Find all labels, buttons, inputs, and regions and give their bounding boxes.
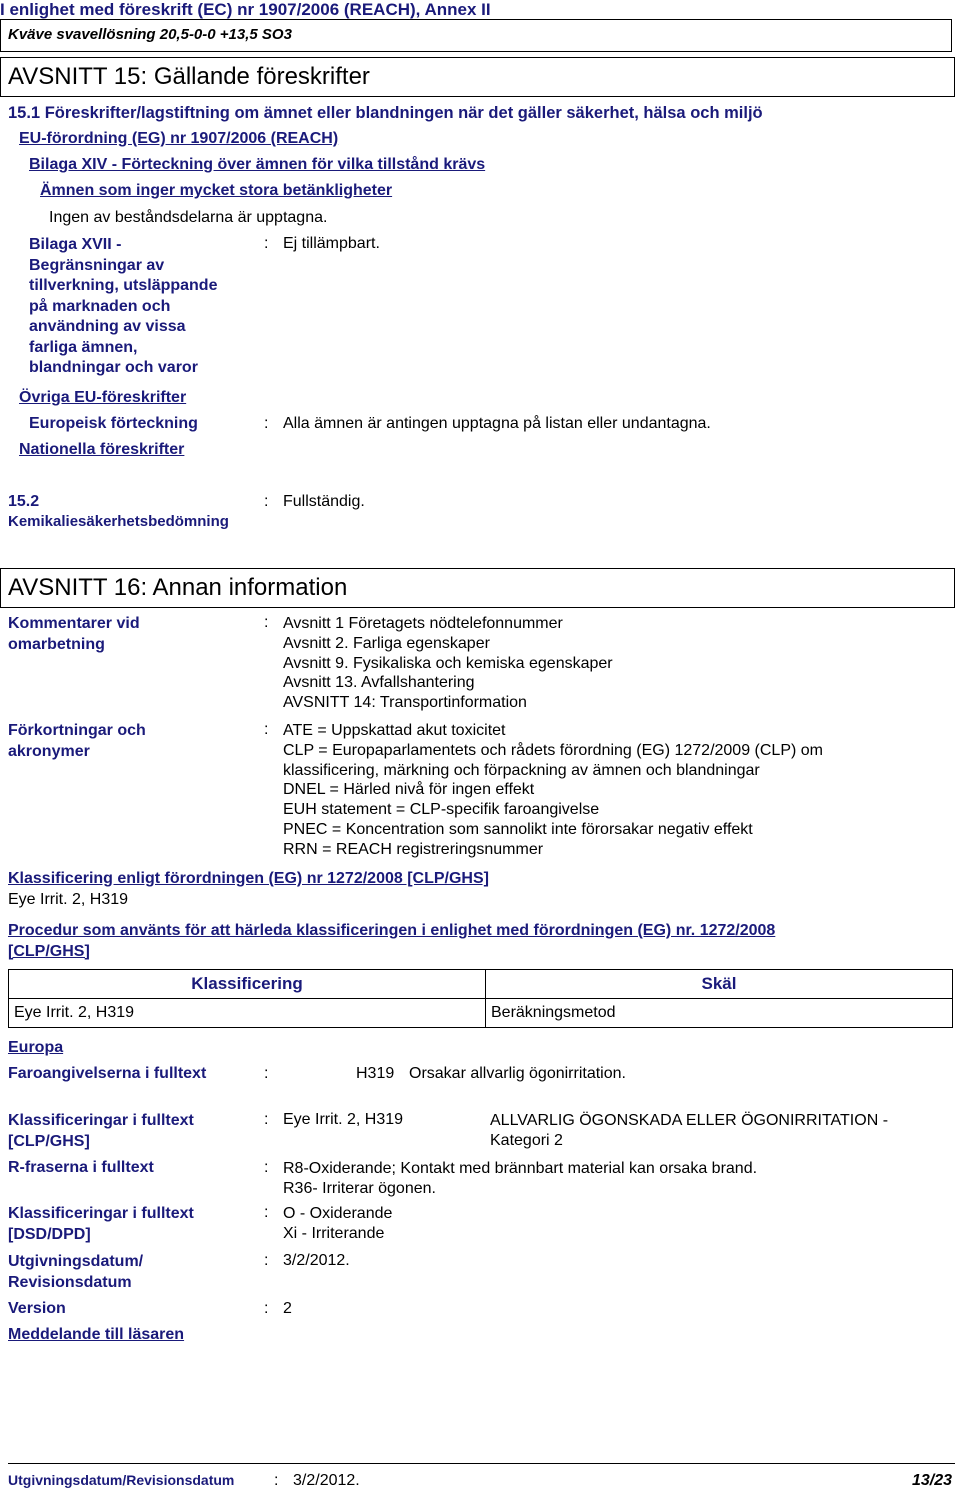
national-regulations-heading: Nationella föreskrifter: [19, 441, 185, 458]
separator-colon: :: [264, 721, 269, 738]
separator-colon: :: [264, 614, 269, 631]
label-line: Klassificeringar i fulltext: [8, 1205, 194, 1222]
r-phrases-label: R-fraserna i fulltext: [8, 1159, 154, 1176]
hazard-statement-code: H319: [356, 1065, 395, 1082]
annex-xvii-label-line: Bilaga XVII -: [29, 236, 122, 253]
table-row: [9, 999, 953, 1028]
product-name: Kväve svavellösning 20,5-0-0 +13,5 SO3: [8, 26, 292, 43]
version-value: 2: [283, 1300, 292, 1317]
notice-to-reader-heading: Meddelande till läsaren: [8, 1326, 185, 1343]
separator-colon: :: [264, 1159, 269, 1176]
procedure-heading: [8, 921, 775, 962]
dsd-classification-list: [283, 1204, 392, 1244]
section-16-title: AVSNITT 16: Annan information: [8, 574, 348, 601]
label-line: Revisionsdatum: [8, 1273, 132, 1291]
other-eu-regulations-heading: Övriga EU-föreskrifter: [19, 389, 187, 406]
annex-xvii-label-line: blandningar och varor: [29, 359, 198, 376]
separator-colon: :: [264, 1065, 269, 1082]
r-phrase: R8-Oxiderande; Kontakt med brännbart material kan orsaka brand.: [283, 1160, 758, 1177]
annex-xiv-heading: Bilaga XIV - Förteckning över ämnen för vilka tillstånd krävs: [29, 156, 486, 173]
abbreviation-item: ATE = Uppskattad akut toxicitet: [283, 722, 506, 739]
label-line: Klassificeringar i fulltext: [8, 1112, 194, 1129]
csa-number: 15.2: [8, 493, 40, 510]
column-header-classification: Klassificering: [9, 970, 486, 999]
separator-colon: :: [264, 1300, 269, 1317]
procedure-heading-line: [CLP/GHS]: [8, 942, 90, 960]
issue-date-value: 3/2/2012.: [283, 1252, 350, 1269]
dsd-value: O - Oxiderande: [283, 1205, 393, 1222]
separator-colon: :: [264, 1111, 269, 1128]
abbreviations-list: [283, 721, 823, 860]
document-regulation-title: I enlighet med föreskrift (EC) nr 1907/2006 (REACH), Annex II: [0, 0, 491, 19]
column-header-reason: Skäl: [486, 970, 953, 999]
separator-colon: :: [274, 1472, 279, 1489]
csa-label: Kemikaliesäkerhetsbedömning: [8, 513, 229, 530]
revision-comment: Avsnitt 9. Fysikaliska och kemiska egenskaper: [283, 654, 613, 672]
cell-reason: Beräkningsmetod: [486, 999, 953, 1028]
abbreviation-item: CLP = Europaparlamentets och rådets förordning (EG) 1272/2009 (CLP) om: [283, 741, 823, 759]
text-line: Kategori 2: [490, 1132, 563, 1149]
label-line: akronymer: [8, 742, 90, 760]
footer-divider: [8, 1463, 955, 1464]
label-line: [CLP/GHS]: [8, 1132, 90, 1150]
subsection-15-1-heading: 15.1 Föreskrifter/lagstiftning om ämnet eller blandningen när det gäller säkerhet, hälsa och miljö: [8, 104, 763, 122]
section-15-title: AVSNITT 15: Gällande föreskrifter: [8, 63, 370, 90]
footer-date-label: Utgivningsdatum/Revisionsdatum: [8, 1472, 235, 1488]
revision-comment: Avsnitt 1 Företagets nödtelefonnummer: [283, 615, 563, 632]
annex-xvii-label-line: tillverkning, utsläppande: [29, 277, 218, 294]
abbreviation-item: RRN = REACH registreringsnummer: [283, 840, 544, 858]
footer-date: 3/2/2012.: [293, 1472, 360, 1489]
revision-comments-list: [283, 614, 613, 713]
csa-value: Fullständig.: [283, 493, 365, 510]
annex-xvii-label-line: Begränsningar av: [29, 256, 165, 274]
revision-comment: AVSNITT 14: Transportinformation: [283, 694, 527, 712]
clp-classification-label: [8, 1111, 194, 1152]
separator-colon: :: [264, 415, 269, 432]
label-line: Kommentarer vid: [8, 615, 140, 632]
svhc-heading: Ämnen som inger mycket stora betänkligheter: [40, 182, 393, 199]
classification-heading: Klassificering enligt förordningen (EG) nr 1272/2008 [CLP/GHS]: [8, 870, 489, 887]
separator-colon: :: [264, 493, 269, 510]
svhc-value: Ingen av beståndsdelarna är upptagna.: [49, 209, 328, 226]
dsd-classification-label: [8, 1204, 194, 1245]
annex-xvii-label-line: farliga ämnen,: [29, 338, 138, 356]
eu-regulation-heading: EU-förordning (EG) nr 1907/2006 (REACH): [19, 130, 339, 147]
abbreviation-item: PNEC = Koncentration som sannolikt inte förorsakar negativ effekt: [283, 820, 753, 838]
abbreviation-item: DNEL = Härled nivå för ingen effekt: [283, 781, 535, 799]
r-phrases-list: [283, 1159, 757, 1199]
page-number: 13/23: [911, 1472, 952, 1489]
revision-comment: Avsnitt 2. Farliga egenskaper: [283, 634, 490, 652]
abbreviation-item: klassificering, märkning och förpackning av ämnen och blandningar: [283, 761, 760, 779]
table-header-row: [9, 970, 953, 999]
annex-xvii-label: [29, 235, 217, 379]
classification-table: [8, 969, 953, 1028]
r-phrase: R36- Irriterar ögonen.: [283, 1180, 436, 1197]
hazard-statements-label: Faroangivelserna i fulltext: [8, 1065, 207, 1082]
eu-inventory-label: Europeisk förteckning: [29, 415, 198, 432]
revision-comment: Avsnitt 13. Avfallshantering: [283, 674, 475, 692]
classification-value: Eye Irrit. 2, H319: [8, 891, 129, 908]
cell-classification: Eye Irrit. 2, H319: [9, 999, 486, 1028]
separator-colon: :: [264, 1252, 269, 1269]
revision-comments-label: [8, 614, 140, 655]
abbreviation-item: EUH statement = CLP-specifik faroangivelse: [283, 801, 600, 819]
separator-colon: :: [264, 1204, 269, 1221]
label-line: omarbetning: [8, 635, 105, 653]
dsd-value: Xi - Irriterande: [283, 1225, 385, 1242]
procedure-heading-line: Procedur som använts för att härleda klassificeringen i enlighet med förordningen (EG) nr. 1272/2008: [8, 922, 776, 939]
hazard-statement-text: Orsakar allvarlig ögonirritation.: [409, 1065, 626, 1082]
clp-classification-code: Eye Irrit. 2, H319: [283, 1111, 404, 1128]
text-line: ALLVARLIG ÖGONSKADA ELLER ÖGONIRRITATION -: [490, 1112, 889, 1129]
abbreviations-label: [8, 721, 146, 762]
separator-colon: :: [264, 235, 269, 252]
clp-classification-text: [490, 1111, 888, 1151]
issue-date-label: [8, 1252, 143, 1293]
label-line: [DSD/DPD]: [8, 1225, 91, 1243]
europe-heading: Europa: [8, 1039, 64, 1056]
label-line: Utgivningsdatum/: [8, 1253, 144, 1270]
annex-xvii-label-line: på marknaden och: [29, 297, 171, 315]
annex-xvii-value: Ej tillämpbart.: [283, 235, 380, 252]
annex-xvii-label-line: användning av vissa: [29, 318, 186, 335]
label-line: Förkortningar och: [8, 722, 146, 739]
eu-inventory-value: Alla ämnen är antingen upptagna på listan eller undantagna.: [283, 415, 711, 432]
version-label: Version: [8, 1300, 66, 1317]
